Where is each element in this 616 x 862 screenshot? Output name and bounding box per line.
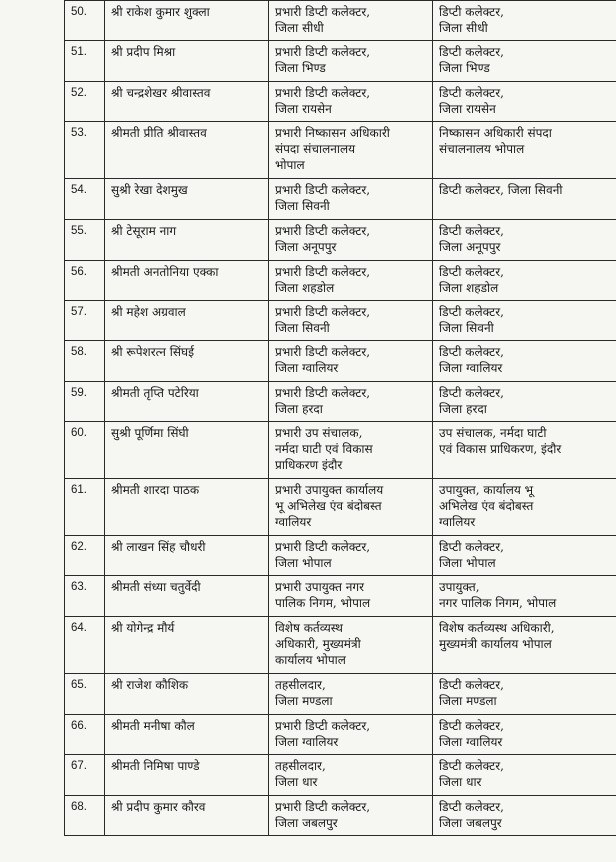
current-posting-cell	[269, 536, 433, 576]
new-posting-line: डिप्टी कलेक्टर,	[439, 386, 504, 400]
table-row	[65, 122, 616, 179]
new-posting-cell	[433, 179, 616, 220]
current-posting-line: प्रभारी उपायुक्त कार्यालय	[275, 483, 384, 497]
current-posting-line: भू अभिलेख एंव बंदोबस्त	[275, 499, 382, 513]
new-posting-line: उपायुक्त,	[439, 580, 480, 594]
current-posting-cell	[269, 179, 433, 220]
officer-name-cell: श्रीमती अनतोनिया एक्का	[105, 261, 269, 301]
table-row	[65, 41, 616, 82]
current-posting-line: संपदा संचालनालय	[275, 142, 356, 156]
officer-name-cell: श्री चन्द्रशेखर श्रीवास्तव	[105, 82, 269, 122]
current-posting-line: प्रभारी उप संचालक,	[275, 426, 363, 440]
table-row	[65, 674, 616, 715]
new-posting-cell	[433, 122, 616, 179]
current-posting-line: कार्यालय भोपाल	[275, 653, 346, 667]
current-posting-line: जिला रायसेन	[275, 102, 332, 116]
table-row	[65, 617, 616, 674]
serial-number-cell: 61.	[65, 479, 105, 536]
current-posting-cell	[269, 796, 433, 836]
new-posting-line: जिला रायसेन	[439, 102, 496, 116]
new-posting-line: संचालनालय भोपाल	[439, 142, 525, 156]
new-posting-line: डिप्टी कलेक्टर,	[439, 678, 504, 692]
new-posting-line: डिप्टी कलेक्टर,	[439, 719, 504, 733]
current-posting-cell	[269, 617, 433, 674]
new-posting-line: डिप्टी कलेक्टर,	[439, 800, 504, 814]
serial-number-cell: 63.	[65, 576, 105, 617]
current-posting-line: प्रभारी डिप्टी कलेक्टर,	[275, 305, 371, 319]
new-posting-line: जिला धार	[439, 775, 482, 789]
new-posting-cell	[433, 82, 616, 122]
table-row	[65, 341, 616, 382]
table-row	[65, 576, 616, 617]
new-posting-line: उप संचालक, नर्मदा घाटी	[439, 426, 547, 440]
serial-number-cell: 66.	[65, 715, 105, 755]
current-posting-cell	[269, 715, 433, 755]
current-posting-line: प्रभारी डिप्टी कलेक्टर,	[275, 183, 371, 197]
current-posting-line: प्रभारी डिप्टी कलेक्टर,	[275, 719, 371, 733]
new-posting-cell	[433, 220, 616, 261]
officer-name-cell: श्री राकेश कुमार शुक्ला	[105, 1, 269, 41]
serial-number-cell: 59.	[65, 382, 105, 422]
new-posting-cell	[433, 576, 616, 617]
current-posting-cell	[269, 1, 433, 41]
new-posting-line: ग्वालियर	[439, 515, 476, 529]
serial-number-cell: 57.	[65, 301, 105, 341]
current-posting-line: प्रभारी डिप्टी कलेक्टर,	[275, 45, 371, 59]
new-posting-line: जिला मण्डला	[439, 694, 497, 708]
current-posting-line: जिला हरदा	[275, 402, 323, 416]
serial-number-cell: 64.	[65, 617, 105, 674]
table-row	[65, 715, 616, 755]
new-posting-line: जिला हरदा	[439, 402, 487, 416]
new-posting-cell	[433, 536, 616, 576]
current-posting-line: जिला जबलपुर	[275, 816, 338, 830]
new-posting-cell	[433, 341, 616, 382]
new-posting-line: एवं विकास प्राधिकरण, इंदौर	[439, 442, 562, 456]
new-posting-cell	[433, 674, 616, 715]
serial-number-cell: 60.	[65, 422, 105, 479]
new-posting-line: डिप्टी कलेक्टर,	[439, 265, 504, 279]
new-posting-line: डिप्टी कलेक्टर,	[439, 224, 504, 238]
current-posting-line: जिला सिवनी	[275, 321, 330, 335]
officer-name-cell: श्री टेसूराम नाग	[105, 220, 269, 261]
current-posting-cell	[269, 220, 433, 261]
current-posting-cell	[269, 301, 433, 341]
current-posting-line: जिला भिण्ड	[275, 61, 326, 75]
current-posting-cell	[269, 341, 433, 382]
table-row	[65, 422, 616, 479]
new-posting-line: जिला भिण्ड	[439, 61, 490, 75]
current-posting-line: जिला सिवनी	[275, 199, 330, 213]
officer-name-cell: श्री राजेश कौशिक	[105, 674, 269, 715]
current-posting-line: प्रभारी डिप्टी कलेक्टर,	[275, 224, 371, 238]
new-posting-cell	[433, 382, 616, 422]
new-posting-cell	[433, 479, 616, 536]
new-posting-cell	[433, 715, 616, 755]
table-row	[65, 536, 616, 576]
new-posting-line: डिप्टी कलेक्टर,	[439, 540, 504, 554]
current-posting-line: जिला धार	[275, 775, 318, 789]
serial-number-cell: 55.	[65, 220, 105, 261]
transfer-table	[64, 0, 616, 836]
current-posting-cell	[269, 82, 433, 122]
current-posting-line: प्रभारी उपायुक्त नगर	[275, 580, 365, 594]
current-posting-line: प्रभारी डिप्टी कलेक्टर,	[275, 345, 371, 359]
table-row	[65, 82, 616, 122]
officer-name-cell: श्री प्रदीप मिश्रा	[105, 41, 269, 82]
new-posting-cell	[433, 617, 616, 674]
officer-name-cell: श्री लाखन सिंह चौधरी	[105, 536, 269, 576]
new-posting-line: जिला सिवनी	[439, 321, 494, 335]
current-posting-cell	[269, 122, 433, 179]
new-posting-line: नगर पालिक निगम, भोपाल	[439, 596, 557, 610]
current-posting-line: प्राधिकरण इंदौर	[275, 458, 343, 472]
officer-name-cell: श्री महेश अग्रवाल	[105, 301, 269, 341]
new-posting-cell	[433, 755, 616, 796]
serial-number-cell: 56.	[65, 261, 105, 301]
current-posting-line: जिला अनूपपुर	[275, 240, 337, 254]
serial-number-cell: 50.	[65, 1, 105, 41]
officer-name-cell: श्री प्रदीप कुमार कौरव	[105, 796, 269, 836]
new-posting-line: मुख्यमंत्री कार्यालय भोपाल	[439, 637, 552, 651]
current-posting-line: अधिकारी, मुख्यमंत्री	[275, 637, 361, 651]
current-posting-line: प्रभारी डिप्टी कलेक्टर,	[275, 86, 371, 100]
officer-name-cell: श्री योगेन्द्र मौर्य	[105, 617, 269, 674]
officer-name-cell: श्रीमती तृप्ति पटेरिया	[105, 382, 269, 422]
new-posting-line: निष्कासन अधिकारी संपदा	[439, 126, 552, 140]
current-posting-line: तहसीलदार,	[275, 759, 326, 773]
new-posting-cell	[433, 422, 616, 479]
current-posting-cell	[269, 755, 433, 796]
new-posting-line: जिला शहडोल	[439, 281, 499, 295]
table-row	[65, 301, 616, 341]
current-posting-line: विशेष कर्तव्यस्थ	[275, 621, 343, 635]
new-posting-line: डिप्टी कलेक्टर,	[439, 305, 504, 319]
table-row	[65, 796, 616, 836]
new-posting-cell	[433, 41, 616, 82]
officer-name-cell: सुश्री पूर्णिमा सिंघी	[105, 422, 269, 479]
new-posting-line: अभिलेख एंव बंदोबस्त	[439, 499, 534, 513]
officer-name-cell: श्री रूपेशरत्न सिंघई	[105, 341, 269, 382]
new-posting-line: डिप्टी कलेक्टर, जिला सिवनी	[439, 183, 563, 197]
current-posting-line: ग्वालियर	[275, 515, 312, 529]
new-posting-cell	[433, 796, 616, 836]
current-posting-cell	[269, 674, 433, 715]
new-posting-line: जिला ग्वालियर	[439, 735, 503, 749]
new-posting-line: जिला ग्वालियर	[439, 361, 503, 375]
table-row	[65, 479, 616, 536]
current-posting-line: पालिक निगम, भोपाल	[275, 596, 371, 610]
new-posting-line: डिप्टी कलेक्टर,	[439, 45, 504, 59]
serial-number-cell: 67.	[65, 755, 105, 796]
current-posting-line: प्रभारी डिप्टी कलेक्टर,	[275, 386, 371, 400]
current-posting-line: जिला ग्वालियर	[275, 735, 339, 749]
current-posting-line: जिला शहडोल	[275, 281, 335, 295]
new-posting-line: जिला अनूपपुर	[439, 240, 501, 254]
current-posting-line: प्रभारी डिप्टी कलेक्टर,	[275, 5, 371, 19]
table-row	[65, 1, 616, 41]
current-posting-line: जिला सीधी	[275, 21, 324, 35]
new-posting-line: विशेष कर्तव्यस्थ अधिकारी,	[439, 621, 555, 635]
current-posting-cell	[269, 576, 433, 617]
current-posting-line: प्रभारी डिप्टी कलेक्टर,	[275, 540, 371, 554]
new-posting-line: जिला भोपाल	[439, 556, 496, 570]
new-posting-line: उपायुक्त, कार्यालय भू	[439, 483, 534, 497]
new-posting-cell	[433, 301, 616, 341]
serial-number-cell: 68.	[65, 796, 105, 836]
new-posting-line: जिला जबलपुर	[439, 816, 502, 830]
officer-name-cell: श्रीमती मनीषा कौल	[105, 715, 269, 755]
table-row	[65, 220, 616, 261]
current-posting-cell	[269, 479, 433, 536]
serial-number-cell: 62.	[65, 536, 105, 576]
current-posting-cell	[269, 261, 433, 301]
table-row	[65, 755, 616, 796]
serial-number-cell: 51.	[65, 41, 105, 82]
officer-name-cell: श्रीमती निमिषा पाण्डे	[105, 755, 269, 796]
new-posting-line: डिप्टी कलेक्टर,	[439, 5, 504, 19]
current-posting-line: जिला भोपाल	[275, 556, 332, 570]
serial-number-cell: 52.	[65, 82, 105, 122]
new-posting-line: डिप्टी कलेक्टर,	[439, 86, 504, 100]
serial-number-cell: 58.	[65, 341, 105, 382]
current-posting-line: तहसीलदार,	[275, 678, 326, 692]
table-row	[65, 179, 616, 220]
serial-number-cell: 54.	[65, 179, 105, 220]
current-posting-line: प्रभारी डिप्टी कलेक्टर,	[275, 800, 371, 814]
new-posting-cell	[433, 261, 616, 301]
new-posting-line: डिप्टी कलेक्टर,	[439, 345, 504, 359]
new-posting-line: जिला सीधी	[439, 21, 488, 35]
officer-name-cell: सुश्री रेखा देशमुख	[105, 179, 269, 220]
serial-number-cell: 53.	[65, 122, 105, 179]
table-row	[65, 261, 616, 301]
current-posting-line: जिला मण्डला	[275, 694, 333, 708]
current-posting-cell	[269, 422, 433, 479]
current-posting-line: प्रभारी डिप्टी कलेक्टर,	[275, 265, 371, 279]
serial-number-cell: 65.	[65, 674, 105, 715]
current-posting-line: नर्मदा घाटी एवं विकास	[275, 442, 373, 456]
current-posting-line: जिला ग्वालियर	[275, 361, 339, 375]
current-posting-cell	[269, 382, 433, 422]
new-posting-cell	[433, 1, 616, 41]
new-posting-line: डिप्टी कलेक्टर,	[439, 759, 504, 773]
current-posting-line: भोपाल	[275, 158, 305, 172]
officer-name-cell: श्रीमती शारदा पाठक	[105, 479, 269, 536]
current-posting-line: प्रभारी निष्कासन अधिकारी	[275, 126, 390, 140]
transfer-table-body	[65, 1, 616, 836]
officer-name-cell: श्रीमती संध्या चतुर्वेदी	[105, 576, 269, 617]
current-posting-cell	[269, 41, 433, 82]
officer-name-cell: श्रीमती प्रीति श्रीवास्तव	[105, 122, 269, 179]
table-row	[65, 382, 616, 422]
